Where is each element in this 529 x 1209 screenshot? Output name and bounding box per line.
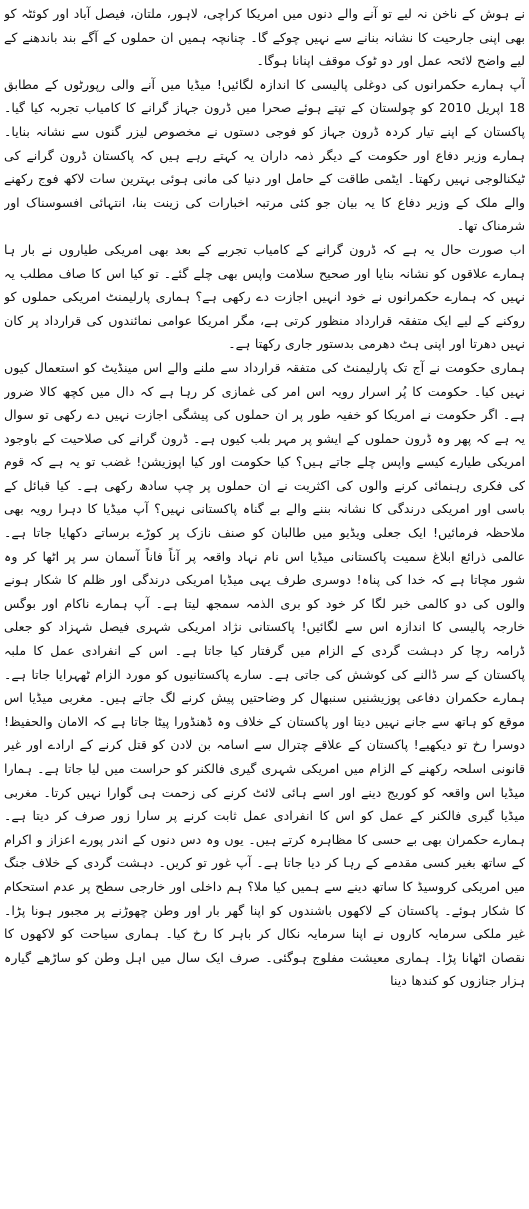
article-text-column xyxy=(4,2,525,1207)
paragraph-2: آپ ہمارے حکمرانوں کی دوغلی پالیسی کا اندازہ لگائیں! میڈیا میں آنے والی رپورٹوں کے مطابق 18 اپریل 2010 کو چولستان کے تپتے ہوئے صحرا میں ڈرون جہاز گرانے کا کامیاب تجربہ کیا گیا۔ پاکستان کے اپنے تیار کردہ ڈرون جہاز کو فوجی دستوں نے مخصوص لیزر گنوں سے نشانہ بنایا۔ ہمارے وزیر دفاع اور حکومت کے دیگر ذمہ داران یہ کہتے رہے ہیں کہ پاکستان ڈرون گرانے کی ٹیکنالوجی نہیں رکھتا۔ ایٹمی طاقت کے حامل اور دنیا کی مانی ہوئی بہترین سات لاکھ فوج رکھنے والے ملک کے وزیر دفاع کا یہ بیان جو کئی مرتبہ اخبارات کی زینت بنا، انتہائی افسوسناک اور شرمناک تھا۔ xyxy=(4,76,525,234)
paragraph-1: نے ہوش کے ناخن نہ لیے تو آنے والے دنوں میں امریکا کراچی، لاہور، ملتان، فیصل آباد اور کوئٹہ کو بھی اپنی جارحیت کا نشانہ بنانے سے نہیں چوکے گا۔ چنانچہ ہمیں ان حملوں کے آگے بند باندھنے کے لیے واضح لائحہ عمل اور دو ٹوک موقف اپنانا ہوگا۔ xyxy=(4,6,525,69)
paragraph-4: ہماری حکومت نے آج تک پارلیمنٹ کی متفقہ قرارداد سے ملنے والے اس مینڈیٹ کو استعمال کیوں نہیں کیا۔ حکومت کا پُر اسرار رویہ اس امر کی غمازی کر رہا ہے کہ دال میں کچھ کالا ضرور ہے۔ اگر حکومت نے امریکا کو خفیہ طور پر ان حملوں کی پیشگی اجازت نہیں دے رکھی تو سوال یہ ہے کہ پھر وہ ڈرون حملوں کے ایشو پر مہر بلب کیوں ہے۔ ڈرون گرانے کی صلاحیت کے باوجود امریکی طیارے کیسے واپس چلے جاتے ہیں؟ کیا حکومت اور کیا اپوزیشن! غضب تو یہ ہے کہ قوم کی فکری رہنمائی کرنے والوں کی اکثریت نے ان حملوں پر چپ سادھ رکھی ہے۔ کیا قبائل کے باسی اور امریکی درندگی کا نشانہ بننے والے بے گناہ پاکستانی نہیں؟ آپ میڈیا کا دہرا رویہ بھی ملاحظہ فرمائیں! ایک جعلی ویڈیو میں طالبان کو صنف نازک پر کوڑے برساتے دکھایا جاتا ہے۔ عالمی ذرائع ابلاغ سمیت پاکستانی میڈیا اس نام نہاد واقعہ پر آناً فاناً آسمان سر پر اٹھا کر وہ شور مچاتا ہے کہ خدا کی پناہ! دوسری طرف یہی میڈیا امریکی درندگی اور ظلم کا شکار ہونے والوں کی دو کالمی خبر لگا کر خود کو بری الذمہ سمجھ لیتا ہے۔ آپ ہمارے ناکام اور بوگس خارجہ پالیسی کا اندازہ اس سے لگائیں! پاکستانی نژاد امریکی شہری فیصل شہزاد کو جعلی ڈرامہ رچا کر دہشت گردی کے الزام میں گرفتار کیا جاتا ہے۔ اس کے انفرادی عمل کا ملبہ پاکستان کے سر ڈالنے کی کوشش کی جاتی ہے۔ سارے پاکستانیوں کو مورد الزام ٹھہرایا جاتا ہے۔ ہمارے حکمران دفاعی پوزیشنیں سنبھال کر وضاحتیں پیش کرنے لگ جاتے ہیں۔ مغربی میڈیا اس موقع کو ہاتھ سے جانے نہیں دیتا اور پاکستان کے خلاف وہ ڈھنڈورا پیٹا جاتا ہے کہ الامان والحفیظ! دوسرا رخ تو دیکھیے! پاکستان کے علاقے چترال سے اسامہ بن لادن کو قتل کرنے کے ارادے اور غیر قانونی اسلحہ رکھنے کے الزام میں امریکی شہری گیری فالکنر کو حراست میں لیا جاتا ہے۔ ہمارا میڈیا اس واقعہ کو کوریج دینے اور اسے ہائی لائٹ کرنے کی زحمت ہی گوارا نہیں کرتا۔ مغربی میڈیا گیری فالکنر کے عمل کو اس کا انفرادی عمل ثابت کرنے پر سارا زور صرف کر دیتا ہے۔ ہمارے حکمران بھی بے حسی کا مظاہرہ کرتے ہیں۔ یوں وہ دس دنوں کے اندر پورے اعزاز و اکرام کے ساتھ بغیر کسی مقدمے کے رہا کر دیا جاتا ہے۔ آپ غور تو کریں۔ دہشت گردی کے خلاف جنگ میں امریکی کروسیڈ کا ساتھ دینے سے ہمیں کیا ملا؟ ہم داخلی اور خارجی سطح پر عدم استحکام کا شکار ہوئے۔ پاکستان کے لاکھوں باشندوں کو اپنا گھر بار اور وطن چھوڑنے پر مجبور ہونا پڑا۔ غیر ملکی سرمایہ کاروں نے اپنا سرمایہ نکال کر باہر کا رخ کیا۔ ہماری سیاحت کو لاکھوں کا نقصان اٹھانا پڑا۔ ہماری معیشت مفلوج ہوگئی۔ صرف ایک سال میں اہل وطن کو ساڑھے گیارہ ہزار جنازوں کو کندھا دینا xyxy=(4,359,525,989)
paragraph-3: اب صورت حال یہ ہے کہ ڈرون گرانے کے کامیاب تجربے کے بعد بھی امریکی طیاروں نے بار ہا ہمارے علاقوں کو نشانہ بنایا اور صحیح سلامت واپس بھی چلے گئے۔ تو کیا اس کا صاف مطلب یہ نہیں کہ ہمارے حکمرانوں نے خود انہیں اجازت دے رکھی ہے؟ ہماری پارلیمنٹ امریکی حملوں کو روکنے کے لیے ایک متفقہ قرارداد منظور کرتی ہے، مگر امریکا عوامی نمائندوں کی قرارداد پر کان نہیں دھرتا اور اپنی ہٹ دھرمی بدستور جاری رکھتا ہے۔ xyxy=(4,241,525,352)
